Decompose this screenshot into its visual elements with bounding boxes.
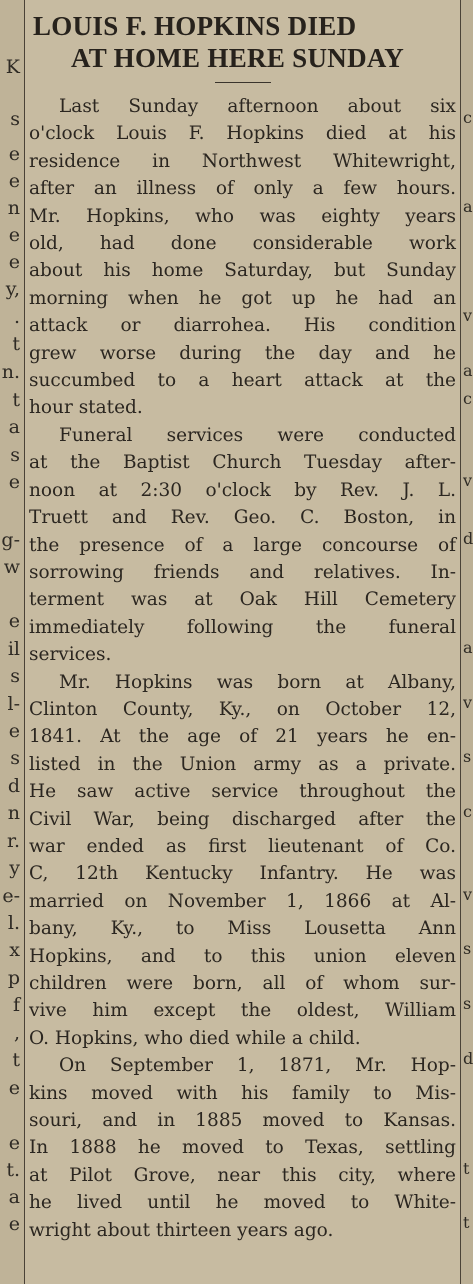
left-column-fragment: l- bbox=[7, 693, 20, 715]
right-column-fragment: v bbox=[463, 306, 473, 325]
left-column-fragment: p bbox=[7, 967, 20, 989]
left-column-fragment: e bbox=[8, 471, 20, 493]
text-line: Funeral services were conducted bbox=[59, 424, 456, 446]
left-column-fragment: il bbox=[7, 638, 20, 660]
left-column-fragment: r. bbox=[6, 830, 20, 852]
headline-line-2: AT HOME HERE SUNDAY bbox=[71, 43, 405, 73]
left-column-fragment: l. bbox=[7, 912, 20, 934]
text-line: terment was at Oak Hill Cemetery bbox=[29, 589, 456, 611]
text-line: kins moved with his family to Mis- bbox=[29, 1082, 456, 1104]
text-line: services. bbox=[29, 644, 112, 666]
text-line: old, had done considerable work bbox=[29, 233, 456, 255]
left-column-fragment: y bbox=[9, 857, 20, 879]
text-line: residence in Northwest Whitewright, bbox=[29, 150, 456, 172]
text-line: at Pilot Grove, near this city, where bbox=[29, 1164, 456, 1186]
left-column-fragment: e bbox=[8, 720, 20, 742]
left-column-fragment: f bbox=[12, 994, 20, 1016]
article-paragraph bbox=[29, 669, 456, 1053]
text-line: after an illness of only a few hours. bbox=[29, 178, 456, 200]
left-column-fragment: n bbox=[7, 197, 20, 219]
right-column-fragment: s bbox=[463, 939, 472, 958]
left-column-fragment: e bbox=[8, 251, 20, 273]
right-column-fragment: d bbox=[463, 529, 473, 548]
right-column-fragment: v bbox=[463, 471, 473, 490]
text-line: attack or diarrohea. His condition bbox=[29, 315, 456, 337]
text-line: noon at 2:30 o'clock by Rev. J. L. bbox=[29, 479, 456, 501]
adjacent-column-left bbox=[0, 0, 25, 1284]
left-column-fragment: s bbox=[10, 747, 20, 769]
text-line: married on November 1, 1866 at Al- bbox=[29, 890, 456, 912]
left-column-fragment: e bbox=[8, 224, 20, 246]
right-column-fragment: a bbox=[463, 638, 473, 657]
text-line: Clinton County, Ky., on October 12, bbox=[29, 698, 456, 720]
left-column-fragment: n bbox=[7, 802, 20, 824]
left-column-fragment: w bbox=[3, 556, 20, 578]
left-column-fragment: d bbox=[7, 775, 20, 797]
text-line: Civil War, being discharged after the bbox=[29, 808, 456, 830]
text-line: war ended as first lieutenant of Co. bbox=[29, 835, 456, 857]
left-column-fragment: n. bbox=[1, 361, 20, 383]
left-column-fragment: s bbox=[10, 665, 20, 687]
text-line: bany, Ky., to Miss Lousetta Ann bbox=[29, 918, 456, 940]
right-column-fragment: s bbox=[463, 747, 472, 766]
text-line: O. Hopkins, who died while a child. bbox=[29, 1027, 361, 1049]
text-line: at the Baptist Church Tuesday after- bbox=[29, 452, 456, 474]
right-column-fragment: a bbox=[463, 197, 473, 216]
article-body bbox=[29, 93, 456, 1244]
article-paragraph bbox=[29, 1052, 456, 1244]
left-column-fragment: a bbox=[8, 416, 20, 438]
text-line: sorrowing friends and relatives. In- bbox=[29, 561, 456, 583]
left-column-fragment: y, bbox=[5, 278, 20, 300]
text-line: vive him except the oldest, William bbox=[29, 1000, 456, 1022]
left-column-fragment: s bbox=[10, 108, 20, 130]
text-line: Hopkins, and to this union eleven bbox=[29, 945, 456, 967]
right-column-fragment: d bbox=[463, 1049, 473, 1068]
left-column-fragment: . bbox=[13, 306, 20, 328]
right-column-fragment: t bbox=[463, 1213, 470, 1232]
right-column-fragment: c bbox=[463, 389, 472, 408]
left-column-fragment: e bbox=[8, 170, 20, 192]
obituary-article bbox=[29, 10, 456, 1244]
text-line: about his home Saturday, but Sunday bbox=[29, 260, 456, 282]
text-line: hour stated. bbox=[29, 397, 143, 419]
left-column-fragment: a bbox=[8, 1186, 20, 1208]
left-column-fragment: e bbox=[8, 1132, 20, 1154]
right-column-fragment: c bbox=[463, 802, 472, 821]
left-column-fragment: e bbox=[8, 143, 20, 165]
left-column-fragment: t. bbox=[6, 1159, 20, 1181]
text-line: he lived until he moved to White- bbox=[29, 1192, 456, 1214]
headline bbox=[29, 10, 456, 74]
text-line: Last Sunday afternoon about six bbox=[59, 96, 456, 117]
text-line: In 1888 he moved to Texas, settling bbox=[29, 1137, 456, 1159]
left-column-fragment: e- bbox=[2, 885, 20, 907]
article-paragraph bbox=[29, 422, 456, 669]
text-line: 1841. At the age of 21 years he en- bbox=[29, 726, 456, 748]
left-column-fragment: K bbox=[5, 56, 20, 78]
left-column-fragment: t bbox=[12, 1049, 20, 1071]
headline-divider bbox=[215, 82, 271, 83]
right-column-fragment: v bbox=[463, 693, 473, 712]
right-column-fragment: a bbox=[463, 361, 473, 380]
right-column-fragment: c bbox=[463, 108, 472, 127]
text-line: Mr. Hopkins was born at Albany, bbox=[59, 671, 456, 693]
text-line: children were born, all of whom sur- bbox=[29, 973, 456, 994]
left-column-fragment: t bbox=[12, 333, 20, 355]
left-column-fragment: , bbox=[13, 1022, 20, 1044]
left-column-fragment: e bbox=[8, 1213, 20, 1235]
left-column-fragment: s bbox=[10, 444, 20, 466]
text-line: He saw active service throughout the bbox=[29, 781, 456, 803]
text-line: Mr. Hopkins, who was eighty years bbox=[29, 205, 456, 227]
headline-line-1: LOUIS F. HOPKINS DIED bbox=[33, 11, 357, 41]
text-line: succumbed to a heart attack at the bbox=[29, 370, 456, 392]
right-column-fragment: v bbox=[463, 885, 473, 904]
text-line: wright about thirteen years ago. bbox=[29, 1219, 334, 1241]
left-column-fragment: t bbox=[12, 389, 20, 411]
text-line: Truett and Rev. Geo. C. Boston, in bbox=[29, 507, 456, 529]
left-column-fragment: e bbox=[8, 610, 20, 632]
text-line: On September 1, 1871, Mr. Hop- bbox=[59, 1055, 456, 1077]
left-column-fragment: e bbox=[8, 1077, 20, 1099]
adjacent-column-right bbox=[460, 0, 473, 1284]
text-line: immediately following the funeral bbox=[29, 616, 456, 638]
left-column-fragment: g- bbox=[1, 529, 20, 551]
text-line: o'clock Louis F. Hopkins died at his bbox=[29, 123, 456, 145]
text-line: listed in the Union army as a private. bbox=[29, 753, 456, 775]
left-column-fragment: x bbox=[9, 939, 20, 961]
right-column-fragment: t bbox=[463, 1159, 470, 1178]
text-line: morning when he got up he had an bbox=[29, 287, 456, 309]
text-line: the presence of a large concourse of bbox=[29, 534, 456, 556]
right-column-fragment: s bbox=[463, 994, 472, 1013]
text-line: C, 12th Kentucky Infantry. He was bbox=[29, 863, 456, 885]
text-line: grew worse during the day and he bbox=[29, 342, 456, 364]
article-paragraph bbox=[29, 93, 456, 422]
text-line: souri, and in 1885 moved to Kansas. bbox=[29, 1110, 456, 1132]
